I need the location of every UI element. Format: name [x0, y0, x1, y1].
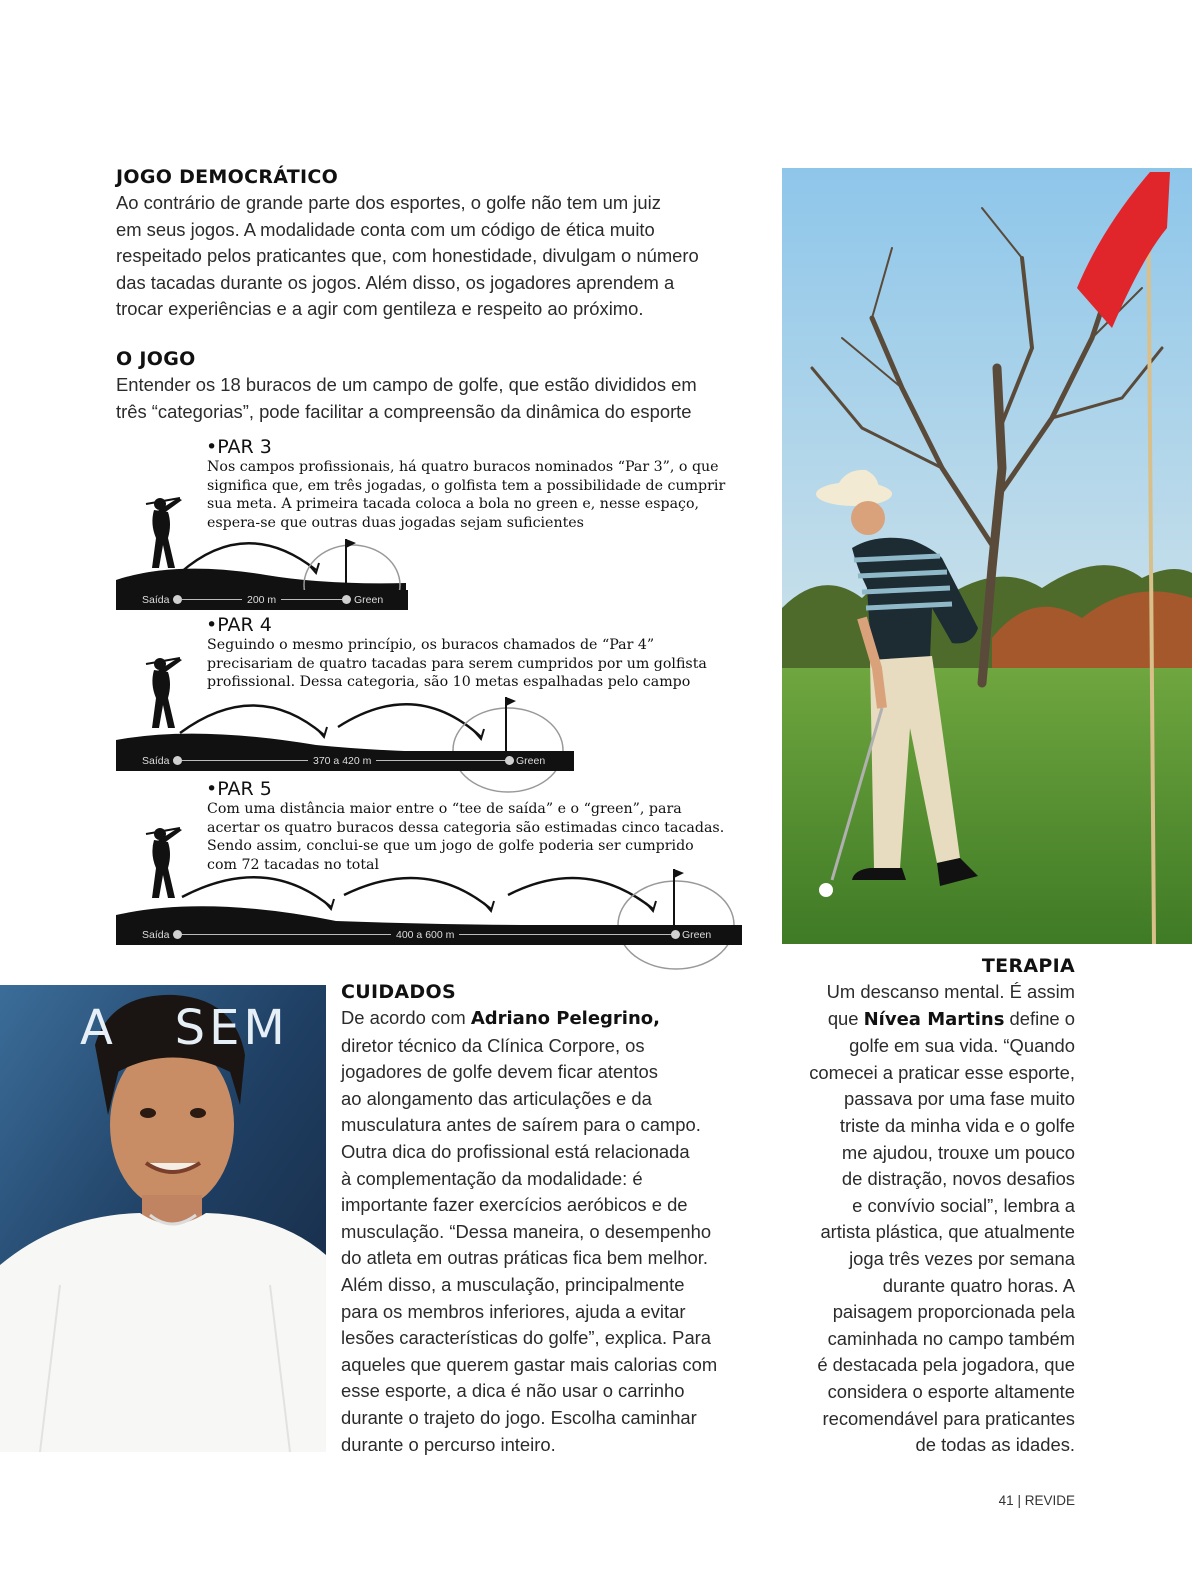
par5-title: •PAR 5	[206, 778, 272, 800]
start-label: Saída	[142, 755, 170, 767]
text-line: diretor técnico da Clínica Corpore, os	[341, 1034, 645, 1056]
section-heading-cuidados: CUIDADOS	[341, 981, 456, 1003]
shot-arc	[182, 877, 331, 907]
text-line: três “categorias”, pode facilitar a compreensão da dinâmica do esporte	[116, 400, 692, 422]
jogo-democratico-body	[116, 190, 766, 323]
text-line: durante o percurso inteiro.	[341, 1433, 556, 1455]
terapia-body	[760, 979, 1075, 1459]
text-line: Um descanso mental. É assim	[826, 981, 1075, 1002]
text-line: é destacada pela jogadora, que	[817, 1354, 1075, 1376]
text-line: joga três vezes por semana	[849, 1247, 1075, 1269]
text-line: Entender os 18 buracos de um campo de golfe, que estão divididos em	[116, 374, 697, 395]
text-line: Além disso, a musculação, principalmente	[341, 1273, 685, 1295]
start-label: Saída	[142, 929, 170, 941]
text-line: lesões características do golfe”, explica. Para	[341, 1327, 712, 1349]
text-line: esse esporte, a dica é não usar o carrinho	[341, 1380, 685, 1402]
par4-distance-bar	[116, 751, 574, 771]
text-line: respeitado pelos praticantes que, com honestidade, divulgam o número	[116, 245, 699, 267]
text-line: passava por uma fase muito	[843, 1088, 1075, 1110]
shot-arc	[180, 543, 316, 573]
start-dot	[173, 756, 182, 765]
end-label: Green	[682, 929, 712, 941]
text-line: Com uma distância maior entre o “tee de saída” e o “green”, para	[207, 801, 682, 817]
shot-arc	[508, 878, 653, 909]
text-line: Outra dica do profissional está relacionada	[341, 1140, 690, 1162]
text-line: à complementação da modalidade: é	[341, 1167, 643, 1189]
footer-separator: |	[1017, 1493, 1021, 1508]
text-line: Seguindo o mesmo princípio, os buracos chamados de “Par 4”	[207, 637, 655, 653]
distance-label: 370 a 420 m	[308, 755, 376, 767]
text-line: durante o trajeto do jogo. Escolha caminhar	[341, 1406, 697, 1428]
text-line: profissional. Dessa categoria, são 10 metas espalhadas pelo campo	[207, 674, 691, 691]
person-name: Adriano Pelegrino,	[470, 1008, 660, 1029]
start-dot	[173, 930, 182, 939]
person-name: Nívea Martins	[863, 1008, 1005, 1030]
text-line: ao alongamento das articulações e da	[341, 1087, 652, 1109]
golfer-photo	[782, 168, 1192, 944]
end-dot	[505, 756, 514, 765]
page-number: 41	[998, 1493, 1014, 1508]
section-heading-o-jogo: O JOGO	[116, 348, 196, 370]
o-jogo-body	[116, 372, 766, 425]
text-line: triste da minha vida e o golfe	[839, 1114, 1075, 1136]
text-line: caminhada no campo também	[827, 1327, 1075, 1349]
shot-arc	[338, 704, 481, 737]
text-line: golfe em sua vida. “Quando	[849, 1035, 1075, 1057]
text-line: precisariam de quatro tacadas para serem cumpridos por um golfista	[207, 655, 707, 672]
text-line: com 72 tacadas no total	[207, 856, 380, 873]
golfer-silhouette-icon	[146, 658, 182, 728]
text-line: Ao contrário de grande parte dos esportes, o golfe não tem um juiz	[116, 192, 661, 213]
text-line: significa que, em três jogadas, o golfista tem a possibilidade de cumprir	[207, 477, 726, 494]
text-line: jogadores de golfe devem ficar atentos	[341, 1061, 658, 1083]
portrait-photo	[0, 985, 326, 1452]
text-line: considera o esporte altamente	[827, 1380, 1075, 1402]
flag-icon	[346, 539, 356, 548]
green-circle	[453, 708, 563, 792]
page-footer	[990, 1493, 1075, 1508]
section-heading-terapia: TERAPIA	[981, 955, 1075, 977]
text-line: Nos campos profissionais, há quatro buracos nominados “Par 3”, o que	[207, 459, 719, 475]
text-line: Sendo assim, conclui-se que um jogo de golfe poderia ser cumprido	[207, 838, 694, 855]
text-fragment: que	[827, 1007, 864, 1029]
end-label: Green	[354, 594, 384, 606]
cuidados-body	[341, 1005, 751, 1458]
end-dot	[671, 930, 680, 939]
shot-arc	[344, 878, 491, 909]
text-line: importante fazer exercícios aeróbicos e de	[341, 1194, 688, 1216]
par5-distance-bar	[116, 925, 742, 945]
par4-diagram	[116, 645, 586, 795]
par3-title: •PAR 3	[206, 436, 272, 458]
text-line: do atleta em outras práticas fica bem melhor.	[341, 1247, 708, 1269]
text-line: de distração, novos desafios	[841, 1168, 1075, 1190]
text-line: trocar experiências e a agir com gentileza e respeito ao próximo.	[116, 298, 644, 320]
text-fragment: define o	[1004, 1007, 1075, 1029]
text-line: recomendável para praticantes	[822, 1407, 1075, 1429]
text-line: artista plástica, que atualmente	[820, 1221, 1075, 1243]
text-line	[341, 1005, 751, 1033]
text-line: musculação. “Dessa maneira, o desempenho	[341, 1220, 712, 1242]
text-line: e convívio social”, lembra a	[852, 1194, 1075, 1216]
intro-text: De acordo com	[341, 1007, 471, 1028]
text-line: em seus jogos. A modalidade conta com um código de ética muito	[116, 218, 655, 240]
par4-title: •PAR 4	[206, 614, 272, 636]
text-line: paisagem proporcionada pela	[832, 1301, 1075, 1323]
text-line: espera-se que outras duas jogadas sejam suficientes	[207, 514, 584, 531]
text-line: para os membros inferiores, ajuda a evitar	[341, 1300, 686, 1322]
text-line: musculatura antes de saírem para o campo.	[341, 1114, 701, 1136]
text-line: comecei a praticar esse esporte,	[809, 1061, 1075, 1083]
flag-icon	[674, 869, 684, 878]
section-heading-jogo-democratico: JOGO DEMOCRÁTICO	[116, 166, 339, 188]
text-line: acertar os quatro buracos dessa categoria são estimadas cinco tacadas.	[207, 819, 725, 836]
start-dot	[173, 595, 182, 604]
start-label: Saída	[142, 594, 170, 606]
end-dot	[342, 595, 351, 604]
golfer-silhouette-icon	[146, 828, 182, 898]
par5-diagram	[116, 815, 746, 975]
flag-icon	[506, 697, 516, 706]
golfer-silhouette-icon	[146, 498, 182, 568]
text-line: durante quatro horas. A	[882, 1274, 1075, 1296]
distance-label: 400 a 600 m	[391, 929, 459, 941]
shot-arc	[180, 705, 324, 735]
text-line: das tacadas durante os jogos. Além disso, os jogadores aprendem a	[116, 271, 675, 293]
magazine-name: REVIDE	[1024, 1493, 1075, 1508]
distance-label: 200 m	[242, 594, 281, 606]
text-line: sua meta. A primeira tacada coloca a bola no green e, nesse espaço,	[207, 496, 700, 513]
text-line: de todas as idades.	[915, 1434, 1075, 1456]
text-line: me ajudou, trouxe um pouco	[841, 1141, 1075, 1163]
text-line	[760, 1006, 1075, 1034]
backdrop-text: A SEM	[80, 1000, 289, 1056]
end-label: Green	[516, 755, 546, 767]
par3-distance-bar	[116, 590, 408, 610]
text-line: aqueles que querem gastar mais calorias com	[341, 1353, 718, 1375]
